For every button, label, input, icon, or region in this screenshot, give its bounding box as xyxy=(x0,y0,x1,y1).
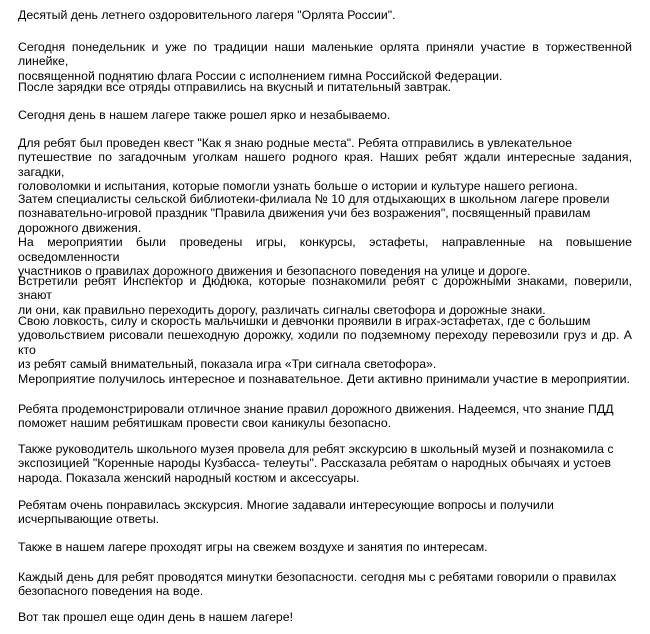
text-line: дорожного движения. xyxy=(18,220,142,235)
paragraph xyxy=(18,498,632,527)
paragraph xyxy=(18,8,632,22)
text-line: исчерпывающие ответы. xyxy=(18,512,160,527)
text-line: познавательно-игровой праздник "Правила движения учи без возражения", посвященный правилам xyxy=(18,206,591,221)
paragraph xyxy=(18,402,632,431)
paragraph xyxy=(18,570,632,599)
text-line: Также в нашем лагере проходят игры на свежем воздухе и занятия по интересам. xyxy=(18,540,488,554)
text-line: Свою ловкость, силу и скорость мальчишки и девчонки проявили в играх-эстафетах, где с большим xyxy=(18,314,591,328)
text-line: народа. Показала женский народный костюм и аксессуары. xyxy=(18,470,360,485)
text-line: Ребятам очень понравилась экскурсия. Многие задавали интересующие вопросы и получили xyxy=(18,498,554,512)
paragraph xyxy=(18,274,632,317)
text-line: безопасного поведения на воде. xyxy=(18,584,204,599)
paragraph xyxy=(18,192,632,278)
text-line: удовольствием рисовали пешеходную дорожку, ходили по подземному переходу перевозили груз и др. А кто xyxy=(18,328,632,357)
paragraph xyxy=(18,136,632,194)
text-line: Также руководитель школьного музея провела для ребят экскурсию в школьный музей и познакомила с xyxy=(18,442,614,456)
paragraph xyxy=(18,442,632,485)
text-line: Мероприятие получилось интересное и познавательное. Дети активно принимали участие в мероприятии. xyxy=(18,372,630,386)
text-line: из ребят самый внимательный, показала игра «Три сигнала светофора». xyxy=(18,357,437,372)
text-line: На мероприятии были проведены игры, конкурсы, эстафеты, направленные на повышение осведомленности xyxy=(18,235,632,264)
text-line: поможет нашим ребятишкам провести свои каникулы безопасно. xyxy=(18,416,392,431)
text-line: Вот так прошел еще один день в нашем лагере! xyxy=(18,610,294,624)
paragraph xyxy=(18,372,632,386)
text-line: головоломки и испытания, которые помогли узнать больше о истории и культуре нашего региона. xyxy=(18,179,578,194)
paragraph xyxy=(18,540,632,554)
text-line: посвященной поднятию флага России с исполнением гимна Российской Федерации. xyxy=(18,68,503,83)
text-line: После зарядки все отряды отправились на вкусный и питательный завтрак. xyxy=(18,80,451,94)
text-line: участников о правилах дорожного движения и безопасного поведения на улице и дороге. xyxy=(18,264,531,279)
text-line: путешествие по загадочным уголкам нашего родного края. Наших ребят ждали интересные задания, загадки, xyxy=(18,150,632,179)
text-line: Для ребят был проведен квест "Как я знаю родные места". Ребята отправились в увлекательное xyxy=(18,136,573,150)
paragraph xyxy=(18,314,632,372)
paragraph xyxy=(18,610,632,624)
text-line: Ребята продемонстрировали отличное знание правил дорожного движения. Надеемся, что знание ПДД xyxy=(18,402,614,416)
text-line: Встретили ребят Инспектор и Дюдюка, которые познакомили ребят с дорожными знаками, поверили, знают xyxy=(18,274,632,303)
text-line: Сегодня понедельник и уже по традиции наши маленькие орлята приняли участие в торжественной линейке, xyxy=(18,40,632,69)
paragraph xyxy=(18,80,632,94)
text-line: экспозицией "Коренные народы Кузбасса- телеуты". Рассказала ребятам о народных обычаях и устоев xyxy=(18,456,612,471)
paragraph xyxy=(18,108,632,122)
text-line: ли они, как правильно переходить дорогу, различать сигналы светофора и дорожные знаки. xyxy=(18,302,546,317)
text-line: Десятый день летнего оздоровительного лагеря "Орлята России". xyxy=(18,8,396,22)
text-line: Каждый день для ребят проводятся минутки безопасности. сегодня мы с ребятами говорили о правилах xyxy=(18,570,617,584)
text-line: Сегодня день в нашем лагере также рошел ярко и незабываемо. xyxy=(18,108,391,122)
text-line: Затем специалисты сельской библиотеки-филиала № 10 для отдыхающих в школьном лагере провели xyxy=(18,192,610,206)
paragraph xyxy=(18,40,632,83)
